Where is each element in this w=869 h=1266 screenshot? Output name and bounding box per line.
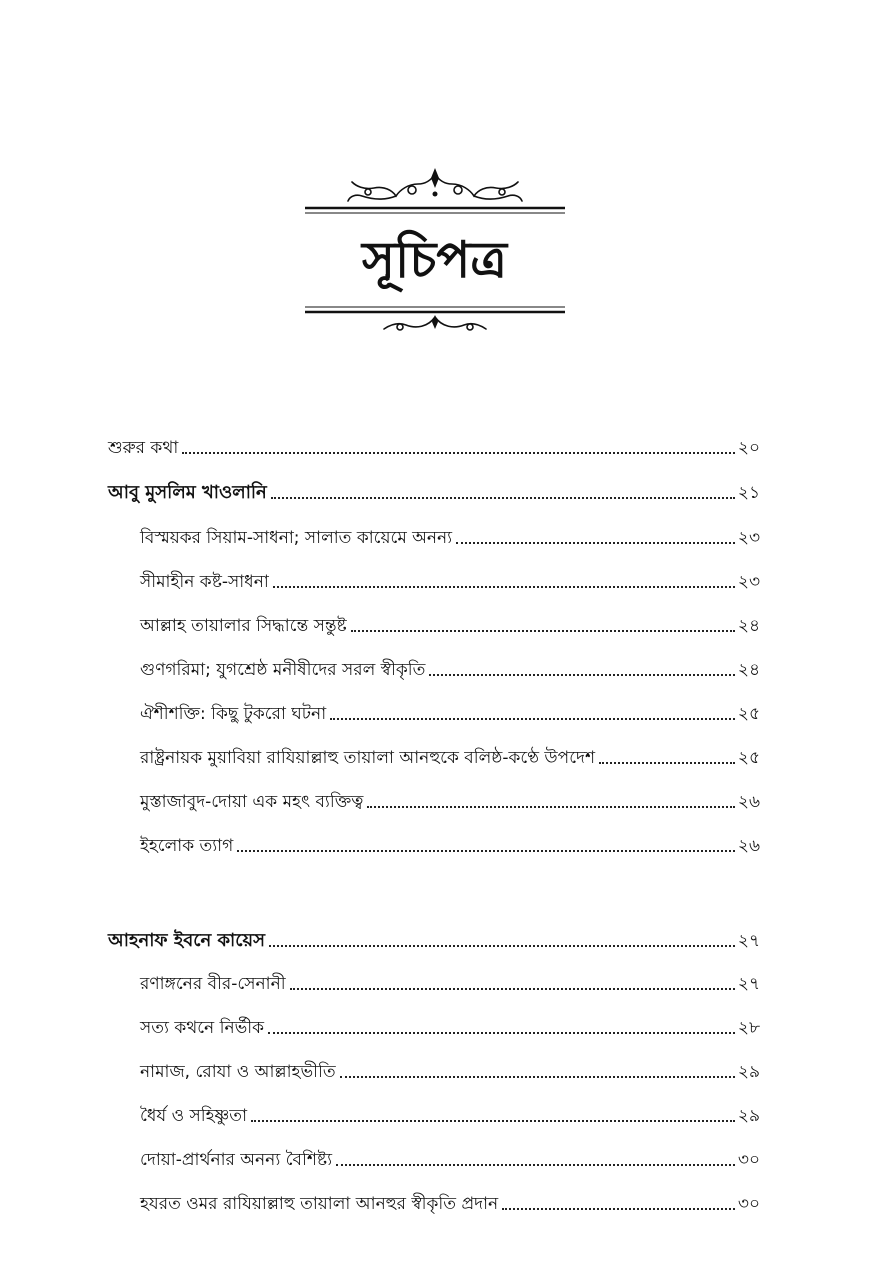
toc-page-number: ২৯ bbox=[737, 1106, 760, 1126]
toc-entry[interactable] bbox=[140, 1144, 760, 1172]
flourish-ornament-icon bbox=[300, 305, 570, 335]
toc-page-number: ২৯ bbox=[737, 1062, 760, 1082]
toc-entry-label: আবু মুসলিম খাওলানি bbox=[108, 482, 267, 503]
dot-leader bbox=[273, 586, 735, 588]
dot-leader bbox=[268, 1032, 735, 1034]
dot-leader bbox=[351, 630, 735, 632]
toc-entry-label: বিস্ময়কর সিয়াম-সাধনা; সালাত কায়েমে অনন্য bbox=[140, 528, 453, 548]
dot-leader bbox=[367, 806, 735, 808]
toc-page-number: ২৭ bbox=[737, 974, 760, 994]
toc-entry[interactable] bbox=[140, 1188, 760, 1216]
toc-page-number: ২৬ bbox=[737, 836, 760, 856]
dot-leader bbox=[336, 1164, 735, 1166]
toc-entry-label: ঐশীশক্তি: কিছু টুকরো ঘটনা bbox=[140, 704, 327, 724]
toc-page-number: ২৭ bbox=[737, 931, 760, 951]
toc-entry-label: দোয়া-প্রার্থনার অনন্য বৈশিষ্ট্য bbox=[140, 1150, 333, 1170]
page-title: সূচিপত্র bbox=[362, 231, 507, 289]
toc-entry-label: সত্য কথনে নির্ভীক bbox=[140, 1018, 265, 1038]
toc-entry-label: ইহলোক ত্যাগ bbox=[140, 836, 234, 856]
dot-leader bbox=[330, 718, 735, 720]
dot-leader bbox=[269, 945, 735, 947]
toc-section-entry[interactable] bbox=[108, 477, 760, 505]
dot-leader bbox=[290, 988, 735, 990]
dot-leader bbox=[182, 452, 735, 454]
toc-entry-label: মুস্তাজাবুদ-দোয়া এক মহৎ ব্যক্তিত্ব bbox=[140, 792, 364, 812]
toc-page-number: ২৩ bbox=[737, 528, 760, 548]
dot-leader bbox=[251, 1120, 735, 1122]
toc-entry-label: শুরুর কথা bbox=[108, 438, 179, 458]
toc-entry-label: গুণগরিমা; যুগশ্রেষ্ঠ মনীষীদের সরল স্বীকৃতি bbox=[140, 660, 426, 680]
toc-entry[interactable] bbox=[140, 654, 760, 682]
toc-page-number: ২৪ bbox=[737, 660, 760, 680]
toc-entry[interactable] bbox=[140, 1100, 760, 1128]
dot-leader bbox=[456, 542, 735, 544]
toc-page-number: ২৮ bbox=[737, 1018, 760, 1038]
dot-leader bbox=[429, 674, 735, 676]
toc-page-number: ২১ bbox=[737, 483, 760, 503]
toc-entry-label: ধৈর্য ও সহিষ্ণুতা bbox=[140, 1106, 247, 1126]
toc-entry[interactable] bbox=[140, 1012, 760, 1040]
toc-entry-label: হযরত ওমর রাযিয়াল্লাহু তায়ালা আনহুর স্বীকৃতি প্রদান bbox=[140, 1194, 499, 1214]
bottom-ornament bbox=[0, 305, 869, 335]
toc-page-number: ২০ bbox=[737, 438, 760, 458]
toc-page-number: ৩০ bbox=[737, 1150, 760, 1170]
toc-entry-label: আল্লাহ তায়ালার সিদ্ধান্তে সন্তুষ্ট bbox=[140, 616, 347, 636]
dot-leader bbox=[502, 1208, 735, 1210]
toc-entry[interactable] bbox=[140, 1056, 760, 1084]
toc-entry[interactable] bbox=[140, 610, 760, 638]
toc-section-entry[interactable] bbox=[108, 925, 760, 953]
dot-leader bbox=[271, 497, 735, 499]
toc-entry[interactable] bbox=[140, 566, 760, 594]
top-ornament bbox=[0, 168, 869, 216]
toc-entry[interactable] bbox=[140, 786, 760, 814]
toc-page-number: ৩০ bbox=[737, 1194, 760, 1214]
toc-entry[interactable] bbox=[140, 522, 760, 550]
toc-entry[interactable] bbox=[140, 830, 760, 858]
toc-entry-label: সীমাহীন কষ্ট-সাধনা bbox=[140, 572, 269, 592]
toc-page-number: ২৩ bbox=[737, 572, 760, 592]
toc-entry[interactable] bbox=[140, 742, 760, 770]
dot-leader bbox=[599, 762, 735, 764]
toc-entry[interactable] bbox=[140, 698, 760, 726]
toc-page-number: ২৪ bbox=[737, 616, 760, 636]
toc-entry-label: রাষ্ট্রনায়ক মুয়াবিয়া রাযিয়াল্লাহু তায়ালা আনহুকে বলিষ্ঠ-কণ্ঠে উপদেশ bbox=[140, 748, 596, 768]
toc-entry-label: রণাঙ্গনের বীর-সেনানী bbox=[140, 974, 286, 994]
toc-entry-label: নামাজ, রোযা ও আল্লাহভীতি bbox=[140, 1062, 336, 1082]
toc-page-number: ২৫ bbox=[737, 704, 760, 724]
toc-section-entry[interactable] bbox=[108, 432, 760, 460]
toc-entry-label: আহনাফ ইবনে কায়েস bbox=[108, 930, 266, 951]
toc-page-number: ২৫ bbox=[737, 748, 760, 768]
dot-leader bbox=[340, 1076, 735, 1078]
toc-page-number: ২৬ bbox=[737, 792, 760, 812]
flourish-ornament-icon bbox=[300, 168, 570, 216]
toc-entry[interactable] bbox=[140, 968, 760, 996]
dot-leader bbox=[237, 850, 735, 852]
